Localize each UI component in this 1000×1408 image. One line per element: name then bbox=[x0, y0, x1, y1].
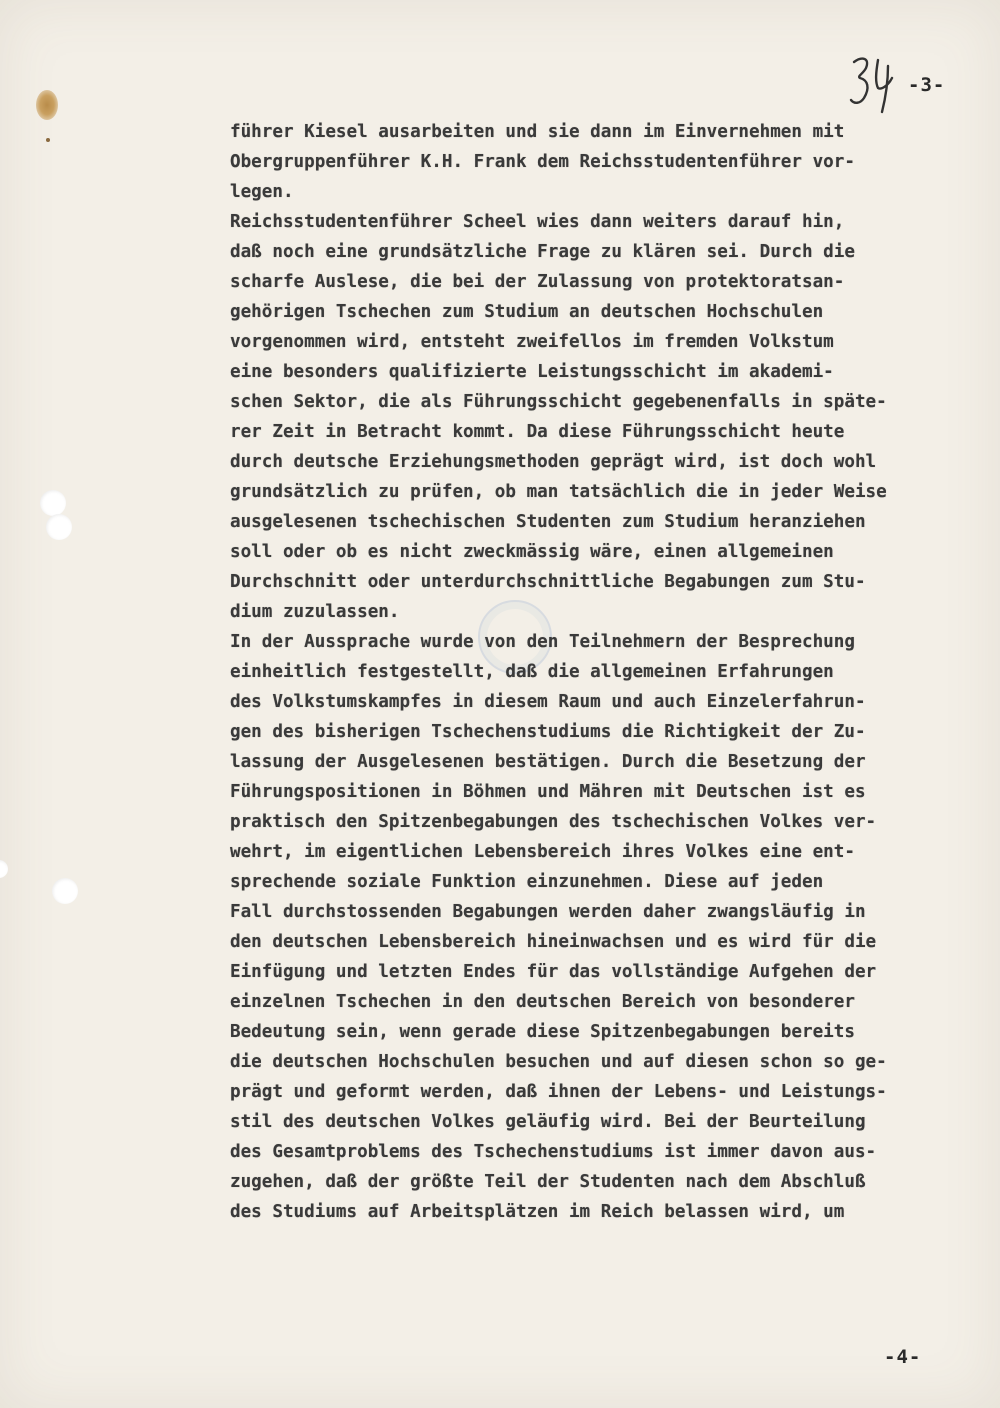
page-number-top: -3- bbox=[908, 74, 946, 96]
text-line: zugehen, daß der größte Teil der Studenten nach dem Abschluß bbox=[230, 1172, 866, 1192]
text-line: grundsätzlich zu prüfen, ob man tatsächlich die in jeder Weise bbox=[230, 482, 887, 502]
text-line: dium zuzulassen. bbox=[230, 602, 400, 622]
text-line: legen. bbox=[230, 182, 294, 202]
text-line: rer Zeit in Betracht kommt. Da diese Führungsschicht heute bbox=[230, 422, 845, 442]
text-line: soll oder ob es nicht zweckmässig wäre, einen allgemeinen bbox=[230, 542, 834, 562]
page-number-bottom: -4- bbox=[884, 1346, 922, 1368]
text-line: Fall durchstossenden Begabungen werden daher zwangsläufig in bbox=[230, 902, 866, 922]
text-line: die deutschen Hochschulen besuchen und auf diesen schon so ge- bbox=[230, 1052, 887, 1072]
text-line: Führungspositionen in Böhmen und Mähren mit Deutschen ist es bbox=[230, 782, 866, 802]
text-line: den deutschen Lebensbereich hineinwachsen und es wird für die bbox=[230, 932, 877, 952]
text-line: daß noch eine grundsätzliche Frage zu klären sei. Durch die bbox=[230, 242, 855, 262]
text-line: Einfügung und letzten Endes für das vollständige Aufgehen der bbox=[230, 962, 877, 982]
punch-hole bbox=[46, 514, 72, 540]
text-line: wehrt, im eigentlichen Lebensbereich ihres Volkes eine ent- bbox=[230, 842, 855, 862]
text-line: gehörigen Tschechen zum Studium an deutschen Hochschulen bbox=[230, 302, 824, 322]
text-line: Bedeutung sein, wenn gerade diese Spitzenbegabungen bereits bbox=[230, 1022, 855, 1042]
text-line: Reichsstudentenführer Scheel wies dann weiters darauf hin, bbox=[230, 212, 845, 232]
text-line: des Gesamtproblems des Tschechenstudiums ist immer davon aus- bbox=[230, 1142, 877, 1162]
text-line: sprechende soziale Funktion einzunehmen. Diese auf jeden bbox=[230, 872, 824, 892]
text-line: eine besonders qualifizierte Leistungsschicht im akademi- bbox=[230, 362, 834, 382]
punch-hole bbox=[40, 490, 66, 516]
paper-mark bbox=[46, 138, 50, 142]
text-line: Obergruppenführer K.H. Frank dem Reichsstudentenführer vor- bbox=[230, 152, 855, 172]
text-line: einheitlich festgestellt, daß die allgemeinen Erfahrungen bbox=[230, 662, 834, 682]
text-line: vorgenommen wird, entsteht zweifellos im fremden Volkstum bbox=[230, 332, 834, 352]
handwritten-folio-number bbox=[848, 54, 898, 114]
punch-hole bbox=[52, 878, 78, 904]
text-line: gen des bisherigen Tschechenstudiums die Richtigkeit der Zu- bbox=[230, 722, 866, 742]
paper-stain bbox=[36, 90, 58, 120]
text-line: prägt und geformt werden, daß ihnen der Lebens- und Leistungs- bbox=[230, 1082, 887, 1102]
text-line: des Studiums auf Arbeitsplätzen im Reich belassen wird, um bbox=[230, 1202, 845, 1222]
text-line: schen Sektor, die als Führungsschicht gegebenenfalls in späte- bbox=[230, 392, 887, 412]
text-line: durch deutsche Erziehungsmethoden geprägt wird, ist doch wohl bbox=[230, 452, 877, 472]
text-line: ausgelesenen tschechischen Studenten zum Studium heranziehen bbox=[230, 512, 866, 532]
typed-body-text bbox=[230, 117, 990, 1227]
text-line: lassung der Ausgelesenen bestätigen. Durch die Besetzung der bbox=[230, 752, 866, 772]
text-line: führer Kiesel ausarbeiten und sie dann im Einvernehmen mit bbox=[230, 122, 845, 142]
text-line: Durchschnitt oder unterdurchschnittliche Begabungen zum Stu- bbox=[230, 572, 866, 592]
text-line: In der Aussprache wurde von den Teilnehmern der Besprechung bbox=[230, 632, 855, 652]
text-line: stil des deutschen Volkes geläufig wird. Bei der Beurteilung bbox=[230, 1112, 866, 1132]
text-line: scharfe Auslese, die bei der Zulassung von protektoratsan- bbox=[230, 272, 845, 292]
text-line: des Volkstumskampfes in diesem Raum und auch Einzelerfahrun- bbox=[230, 692, 866, 712]
punch-hole bbox=[0, 860, 8, 878]
text-line: praktisch den Spitzenbegabungen des tschechischen Volkes ver- bbox=[230, 812, 877, 832]
text-line: einzelnen Tschechen in den deutschen Bereich von besonderer bbox=[230, 992, 855, 1012]
